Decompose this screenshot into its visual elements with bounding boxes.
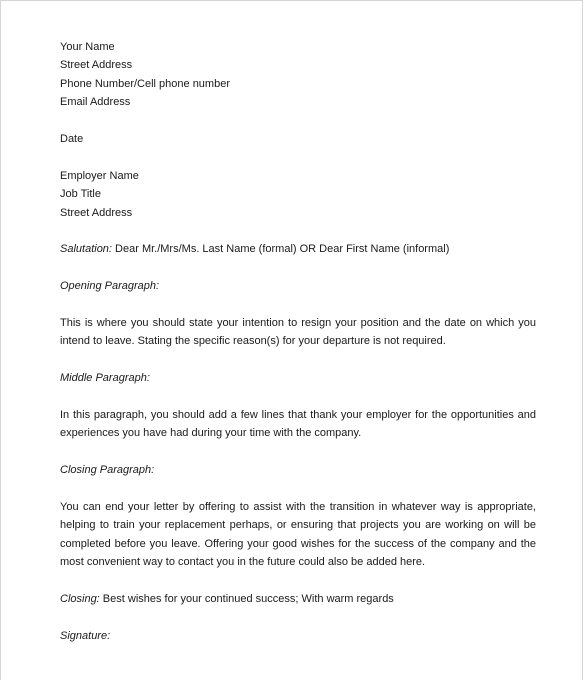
letter-date: Date (60, 133, 84, 146)
sender-email: Email Address (60, 96, 131, 109)
spacer (60, 296, 536, 314)
spacer (60, 259, 536, 277)
spacer (60, 351, 536, 369)
salutation-label: Salutation: (60, 243, 112, 256)
spacer (60, 572, 536, 590)
sender-street-address: Street Address (60, 59, 133, 72)
spacer (60, 443, 536, 461)
closing-label: Closing: (60, 593, 100, 606)
spacer (60, 222, 536, 240)
closing-text: Best wishes for your continued success; With warm regards (99, 593, 394, 606)
letter-body (60, 38, 536, 645)
closing-line (60, 590, 536, 608)
middle-paragraph-heading: Middle Paragraph: (60, 372, 150, 385)
sender-phone: Phone Number/Cell phone number (60, 77, 230, 90)
employer-name: Employer Name (60, 169, 139, 182)
employer-job-title: Job Title (60, 188, 101, 201)
salutation-line (60, 240, 536, 258)
middle-paragraph-body: In this paragraph, you should add a few lines that thank your employer for the opportunities and experiences you have had during your time with the company. (60, 409, 536, 440)
signature-label: Signature: (60, 629, 111, 642)
opening-paragraph-body: This is where you should state your intention to resign your position and the date on which you intend to leave. Stating the specific reason(s) for your departure is not required. (60, 317, 536, 348)
opening-paragraph-heading: Opening Paragraph: (60, 280, 160, 293)
spacer (60, 388, 536, 406)
closing-paragraph-heading: Closing Paragraph: (60, 464, 155, 477)
closing-paragraph-body: You can end your letter by offering to assist with the transition in whatever way is appropriate, helping to train your replacement perhaps, or ensuring that projects you are working on will be completed before you leave. Offering your good wishes for the success of the company and the most convenient way to contact you in the future could also be added here. (60, 501, 536, 569)
spacer (60, 112, 536, 130)
spacer (60, 480, 536, 498)
spacer (60, 148, 536, 166)
salutation-text: Dear Mr./Mrs/Ms. Last Name (formal) OR Dear First Name (informal) (111, 243, 450, 256)
employer-street-address: Street Address (60, 206, 133, 219)
sender-name: Your Name (60, 41, 115, 53)
spacer (60, 608, 536, 626)
